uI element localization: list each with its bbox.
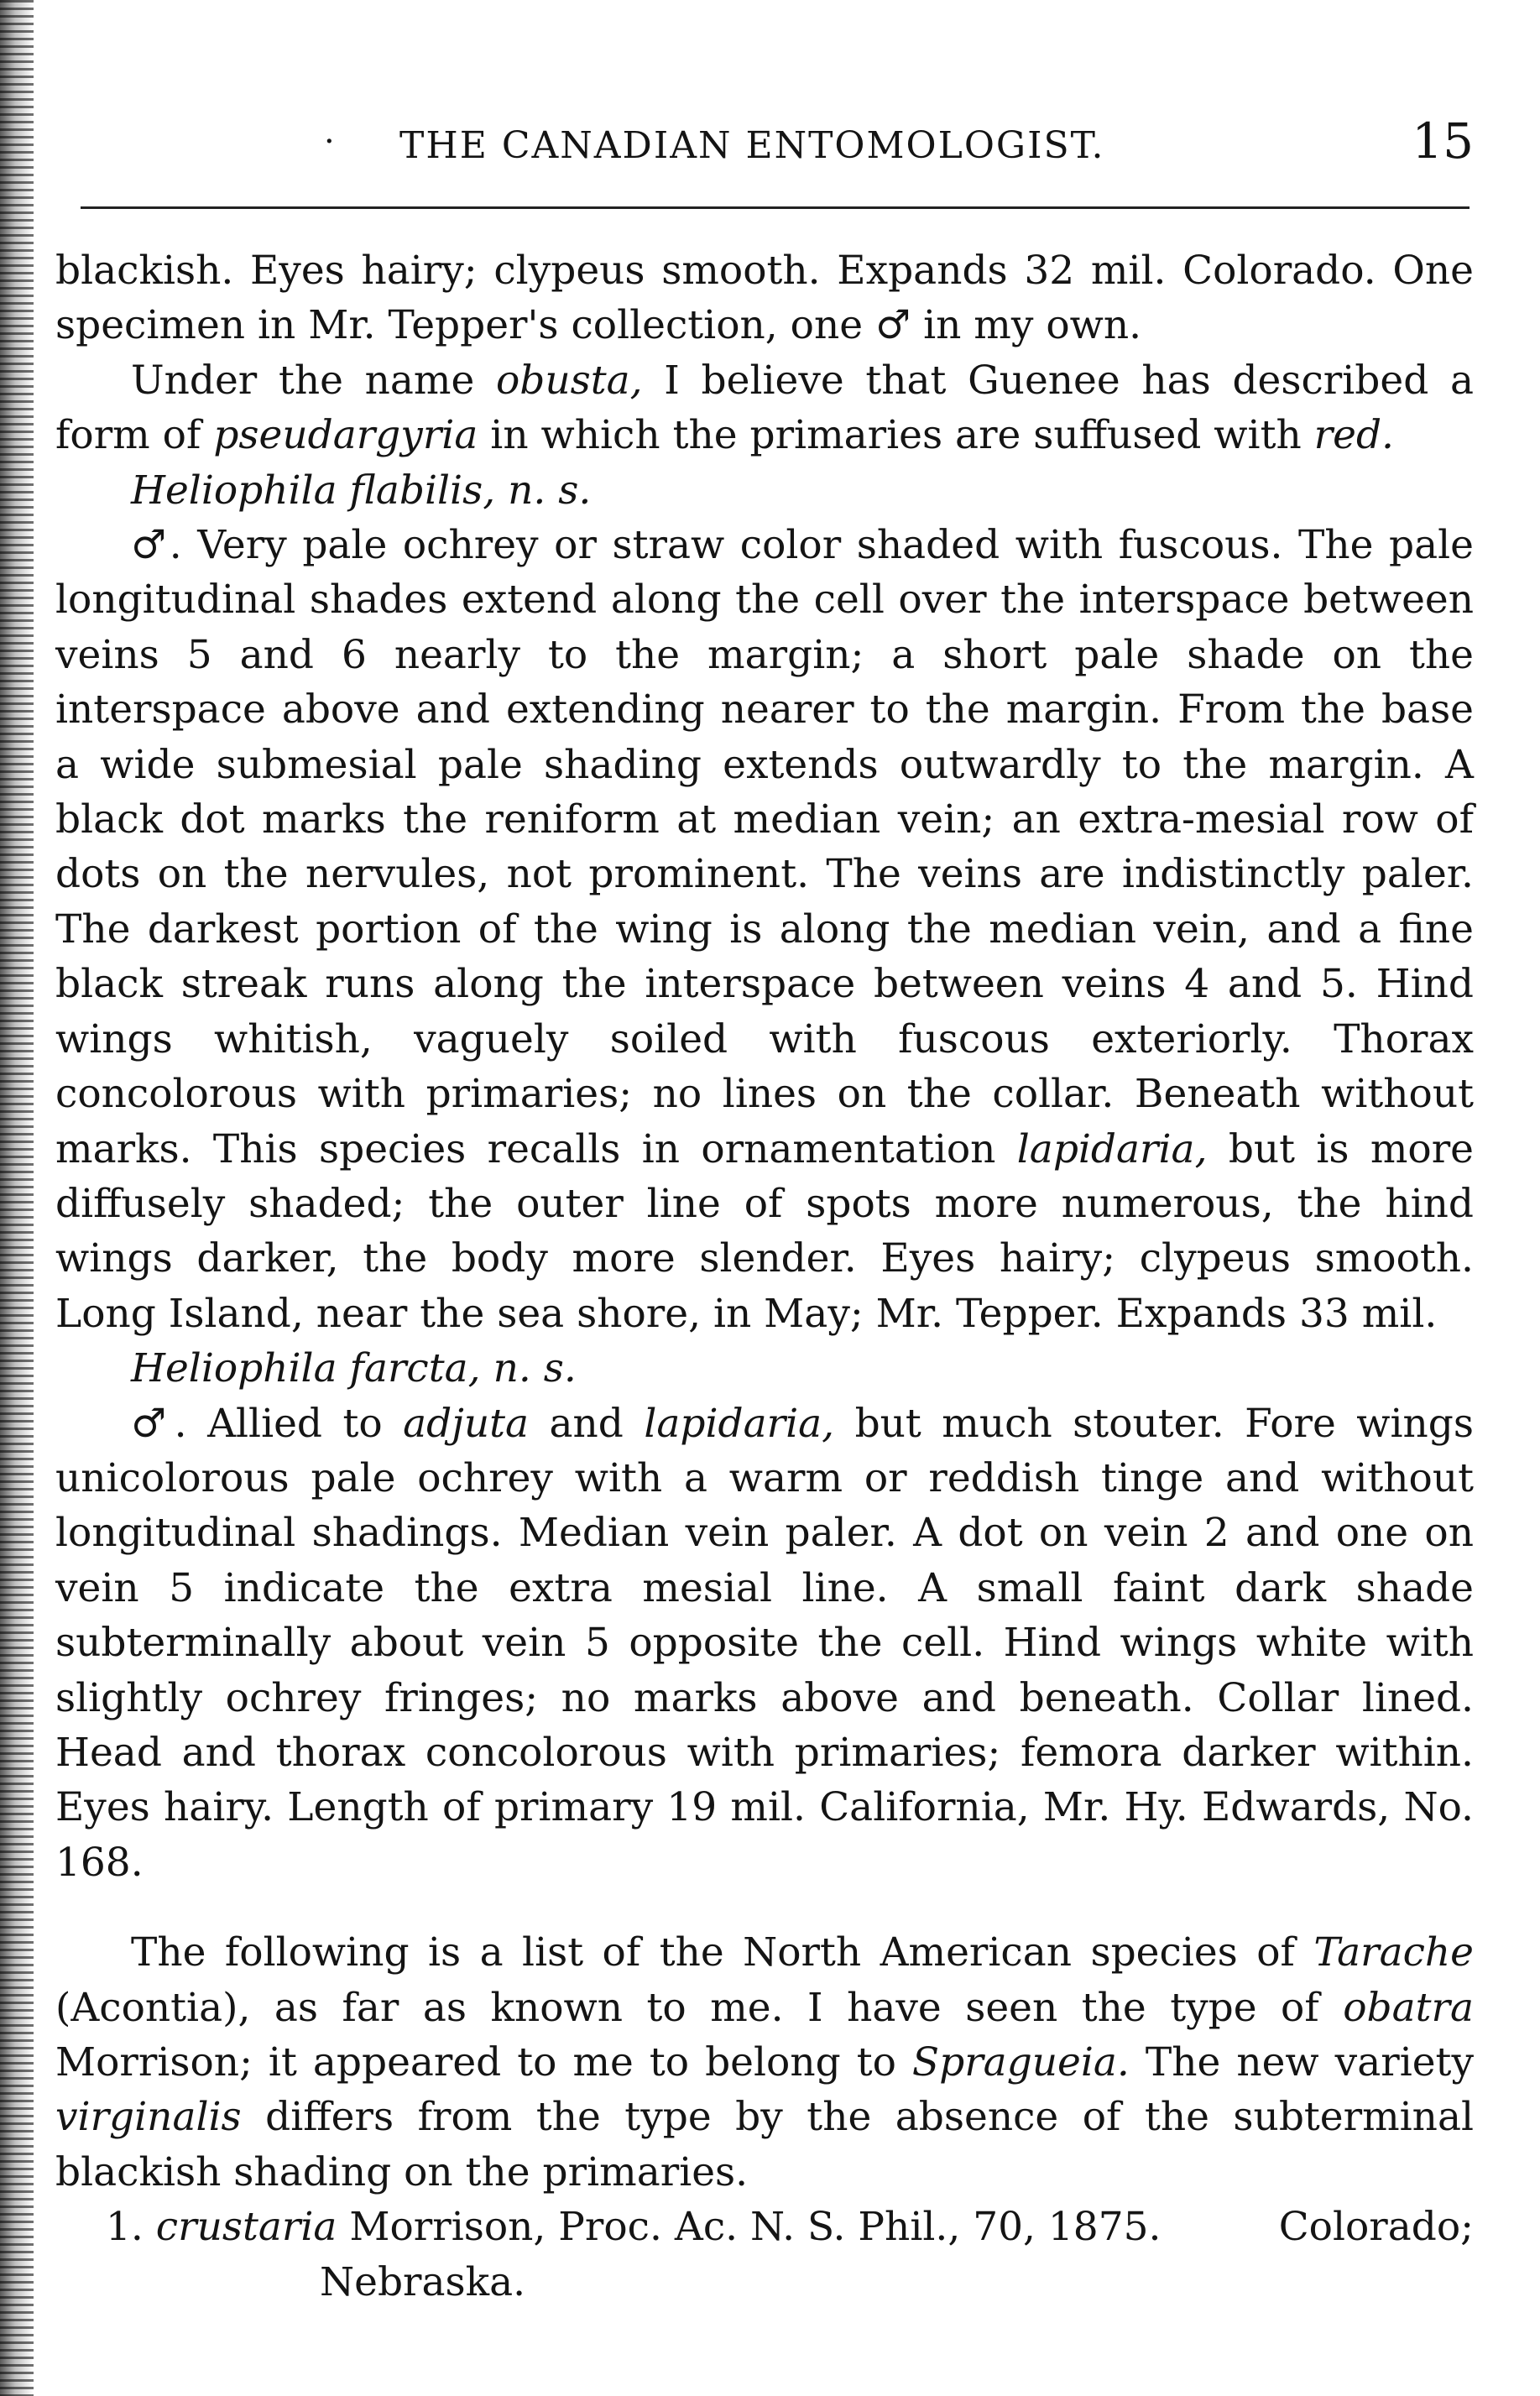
species-heading-flabilis	[131, 463, 1474, 518]
list-item	[55, 2200, 1474, 2254]
running-header	[55, 107, 1474, 170]
flabilis-desc-b: but is more diffusely shaded; the outer line of spots more numerous, the hind wings darker, the body more slender. Eyes hairy; clypeus smooth. Long Island, near the sea shore, in May; Mr. Tepper. Expands 33 mil.	[55, 1125, 1474, 1337]
header-dot: ·	[324, 123, 335, 161]
tarache-text-a: The following is a list of the North American species of	[131, 1929, 1314, 1976]
virginalis-name: virginalis	[55, 2094, 242, 2141]
obusta-paragraph	[55, 353, 1474, 463]
list-item-locality-2: Nebraska.	[320, 2258, 526, 2305]
species-heading-farcta	[131, 1341, 1474, 1396]
list-item-locality-1: Colorado;	[1278, 2204, 1474, 2251]
tarache-text-d: The new variety	[1129, 2039, 1474, 2085]
tarache-name: Tarache	[1313, 1929, 1474, 1976]
male-symbol: ♂	[874, 302, 911, 349]
page-body	[55, 243, 1474, 2310]
tarache-text-e: differs from the type by the absence of the subterminal blackish shading on the primaries.	[55, 2094, 1474, 2195]
tarache-paragraph	[55, 1925, 1474, 2200]
male-symbol: ♂.	[131, 522, 182, 569]
adjuta-name: adjuta	[403, 1400, 530, 1447]
continued-line-2b: in my own.	[911, 302, 1142, 349]
continued-paragraph	[55, 243, 1474, 353]
journal-title: THE CANADIAN ENTOMOLOGIST.	[399, 124, 1105, 167]
obusta-text-a: Under the name	[131, 357, 496, 404]
farcta-desc-b: but much stouter. Fore wings unicolorous pale ochrey with a warm or reddish tinge and without longitudinal shadings. Median vein paler. A dot on vein 2 and one on vein 5 indicate the extra mesial line. A small faint dark shade subterminally about vein 5 opposite the cell. Hind wings white with slightly ochrey fringes; no marks above and beneath. Collar lined. Head and thorax concolorous with primaries; femora darker within. Eyes hairy. Length of primary 19 mil. California, Mr. Hy. Edwards, No. 168.	[55, 1400, 1474, 1886]
obusta-text-b: I believe that Guenee has described a form of	[55, 357, 1474, 459]
new-species-marker: n. s.	[493, 1345, 577, 1392]
male-symbol: ♂.	[131, 1400, 187, 1447]
page-binding-shadow	[0, 0, 34, 2396]
species-name-farcta: Heliophila farcta,	[131, 1345, 481, 1392]
obusta-name: obusta,	[495, 357, 643, 404]
new-species-marker: n. s.	[508, 467, 592, 514]
flabilis-description	[55, 518, 1474, 1341]
flabilis-desc-a: Very pale ochrey or straw color shaded with fuscous. The pale longitudinal shades extend along the cell over the interspace between veins 5 and 6 nearly to the margin; a short pale shade on the interspace above and extending nearer to the margin. From the base a wide submesial pale shading extends outwardly to the margin. A black dot marks the reniform at median vein; an extra-mesial row of dots on the nervules, not prominent. The veins are indistinctly paler. The darkest portion of the wing is along the median vein, and a fine black streak runs along the interspace between veins 4 and 5. Hind wings whitish, vaguely soiled with fuscous exteriorly. Thorax concolorous with primaries; no lines on the collar. Beneath without marks. This species recalls in ornamentation	[55, 522, 1474, 1172]
list-item-reference: Morrison, Proc. Ac. N. S. Phil., 70, 1875.	[337, 2204, 1162, 2251]
spragueia-name: Spragueia.	[911, 2039, 1130, 2085]
continued-line-2a: One specimen in Mr. Tepper's collection, one	[55, 248, 1474, 349]
farcta-description	[55, 1396, 1474, 1891]
obatra-name: obatra	[1343, 1984, 1474, 2031]
tarache-text-b: (Acontia), as far as known to me. I have seen the type of	[55, 1984, 1344, 2031]
continued-line-1: blackish. Eyes hairy; clypeus smooth. Expands 32 mil. Colorado.	[55, 248, 1376, 294]
species-name-flabilis: Heliophila flabilis,	[131, 467, 496, 514]
farcta-and: and	[529, 1400, 645, 1447]
red-word: red.	[1313, 412, 1394, 459]
list-item-species: crustaria	[155, 2204, 337, 2251]
tarache-text-c: Morrison; it appeared to me to belong to	[55, 2039, 912, 2085]
page-number: 15	[1412, 112, 1474, 170]
journal-page	[55, 0, 1474, 2396]
list-item-number: 1.	[106, 2204, 144, 2251]
pseudargyria-name: pseudargyria	[213, 412, 478, 459]
obusta-text-c: in which the primaries are suffused with	[478, 412, 1314, 459]
lapidaria-name: lapidaria,	[1016, 1125, 1208, 1172]
header-rule	[81, 206, 1470, 209]
list-item-continuation	[55, 2255, 1474, 2310]
lapidaria-name: lapidaria,	[644, 1400, 835, 1447]
farcta-desc-a: Allied to	[186, 1400, 404, 1447]
